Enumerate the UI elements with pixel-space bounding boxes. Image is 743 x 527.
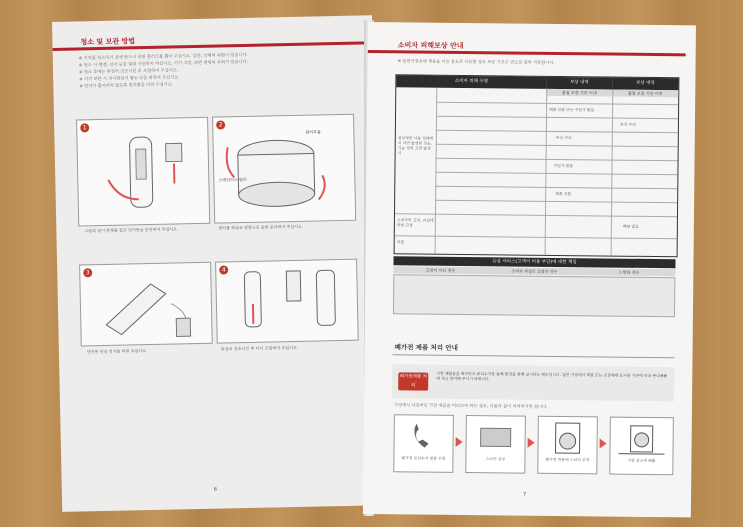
step-panel-1 (76, 117, 210, 227)
step-panel-2 (212, 114, 356, 224)
row-label-normal-use: 정상적인 사용 상태에서 자연 발생한 성능, 기능 상의 고장 발생 시 (397, 135, 434, 156)
result-free-repair: 무상 수리 (555, 134, 572, 141)
disposal-title: 폐가전 제품 처리 안내 (394, 343, 458, 352)
step-panel-4 (215, 259, 359, 344)
col-consumer-fault: 소비자 과실로 고장난 경우 (487, 267, 581, 275)
step-number-3: 3 (83, 268, 92, 277)
disposal-step-2 (465, 415, 526, 474)
disposal-description: 지원 재활용을 촉진하고 분리수거를 통해 환경을 위해 실시하는 제도입니다. 일반 가정에서 제품 또는 포장재에 표시된 기준에 따라 분리배출에 적극 참여해 주시기 바랍니다. (436, 370, 668, 382)
label-stainless-filter: 스테인리스 필터 (218, 176, 247, 183)
step-number-1: 1 (80, 123, 89, 132)
intro-line: ※ 청소 후에는 완전히 건조시킨 후 조립하여 주십시오. (78, 67, 179, 75)
right-title-rule (368, 50, 686, 56)
panel-2-caption: 필터를 화살표 방향으로 돌려 분리하여 주십시오. (218, 223, 304, 231)
warranty-intro: ※ 일반가정용에 제품을 이용 용도로 사용할 경우 보증 기간은 반으로 단축 적용합니다. (397, 58, 555, 65)
disposal-step-1 (393, 414, 454, 473)
result-paid-repair: 유상 수리 (619, 121, 636, 127)
header-in-warranty: 보상 내역 (546, 77, 612, 90)
header-damage-type: 소비자 피해 유형 (396, 75, 546, 89)
arrow-icon (600, 438, 607, 448)
right-page-title: 소비자 피해보상 안내 (397, 41, 464, 51)
result-refund: 구입가 환불 (553, 162, 574, 169)
step-number-2: 2 (216, 120, 225, 129)
stick-vacuum-illustration (77, 118, 209, 226)
subheader-in-warranty: 품질 보증 기간 이내 (546, 89, 612, 97)
filter-canister-illustration (213, 115, 355, 223)
label-filter-part: 필터부품 (305, 129, 321, 135)
arrow-icon (528, 438, 535, 448)
intro-line: ※ 청소 시 벤젠, 신너 등을 절대 사용하지 마십시오. 기기 고장, 외관 변형의 우려가 있습니다. (78, 58, 248, 68)
panel-1-caption: 그림과 같이 본체를 잡고 먼지통을 분리하여 주십시오. (84, 226, 179, 234)
step-number-4: 4 (219, 265, 228, 274)
disposal-pill: 폐가전제품 처리 (398, 372, 428, 390)
step-3-label: 폐가전 처분에 스티커 부착 (545, 456, 590, 463)
paid-service-header: 유상 서비스(고객이 비용 부담)에 대한 책임 (393, 256, 675, 268)
disposal-note: 가정에서 사용하던 가전 제품을 버리고자 하는 경우, 다음과 같이 처리하시면 됩니다. (393, 402, 548, 409)
left-page-number: 6 (213, 486, 218, 493)
step-panel-3 (79, 262, 213, 347)
step-2-label: 스티커 교부 (485, 456, 506, 462)
step-1-label: 폐가전 무상수거 방문 신청 (401, 455, 446, 461)
compensation-table (394, 74, 680, 257)
panel-3-caption: 먼지통 안의 먼지를 비워 주십시오. (86, 348, 148, 355)
disposal-step-4 (609, 417, 674, 476)
disposal-site-icon (610, 420, 672, 461)
washing-machine-icon (538, 419, 596, 460)
result-not-applicable: 해당 없음 (622, 223, 639, 229)
result-exchange: 제품 교환 (555, 190, 572, 197)
step-4-label: 지정 장소에 배출 (627, 457, 656, 464)
paid-service-body (393, 274, 675, 317)
phone-icon (394, 417, 452, 458)
disposal-box (392, 364, 674, 401)
result-exchange-refund: 제품 교환 또는 구입가 환불 (549, 106, 595, 113)
intro-line: ※ 기기 보관 시 직사광선이 닿는 곳을 피하여 주십시오. (79, 74, 180, 82)
left-page (52, 15, 382, 512)
left-page-title: 청소 및 보관 방법 (80, 37, 136, 47)
col-not-defect: 고장이 아닌 경우 (393, 266, 487, 274)
disposal-step-3 (537, 416, 598, 475)
right-page-number: 7 (523, 491, 527, 498)
arrow-icon (456, 437, 463, 447)
row-label-recall: 리콜 (396, 239, 405, 245)
intro-line: ※ 먼지가 흩어지지 않도록 먼지통을 비워 주십시오. (79, 81, 174, 89)
emptying-dustbin-illustration (80, 263, 212, 346)
reassembly-illustration (216, 260, 358, 343)
panel-4-caption: 완전히 건조시킨 후 다시 조립하여 주십시오. (220, 344, 299, 352)
subheader-out-warranty: 품질 보증 기간 이후 (612, 90, 678, 98)
right-page (363, 22, 696, 517)
header-out-warranty: 보상 내역 (612, 78, 678, 91)
intro-line: ※ 기기를 청소하기 전에 반드시 전원 플러그를 뽑아 주십시오. 감전, 상해의 위험이 있습니다. (78, 51, 248, 61)
row-label-consumer-fault: 소비자의 고의, 과실에 의한 고장 (396, 217, 434, 228)
col-other: 그 밖의 경우 (581, 268, 675, 276)
sticker-icon (466, 418, 524, 459)
